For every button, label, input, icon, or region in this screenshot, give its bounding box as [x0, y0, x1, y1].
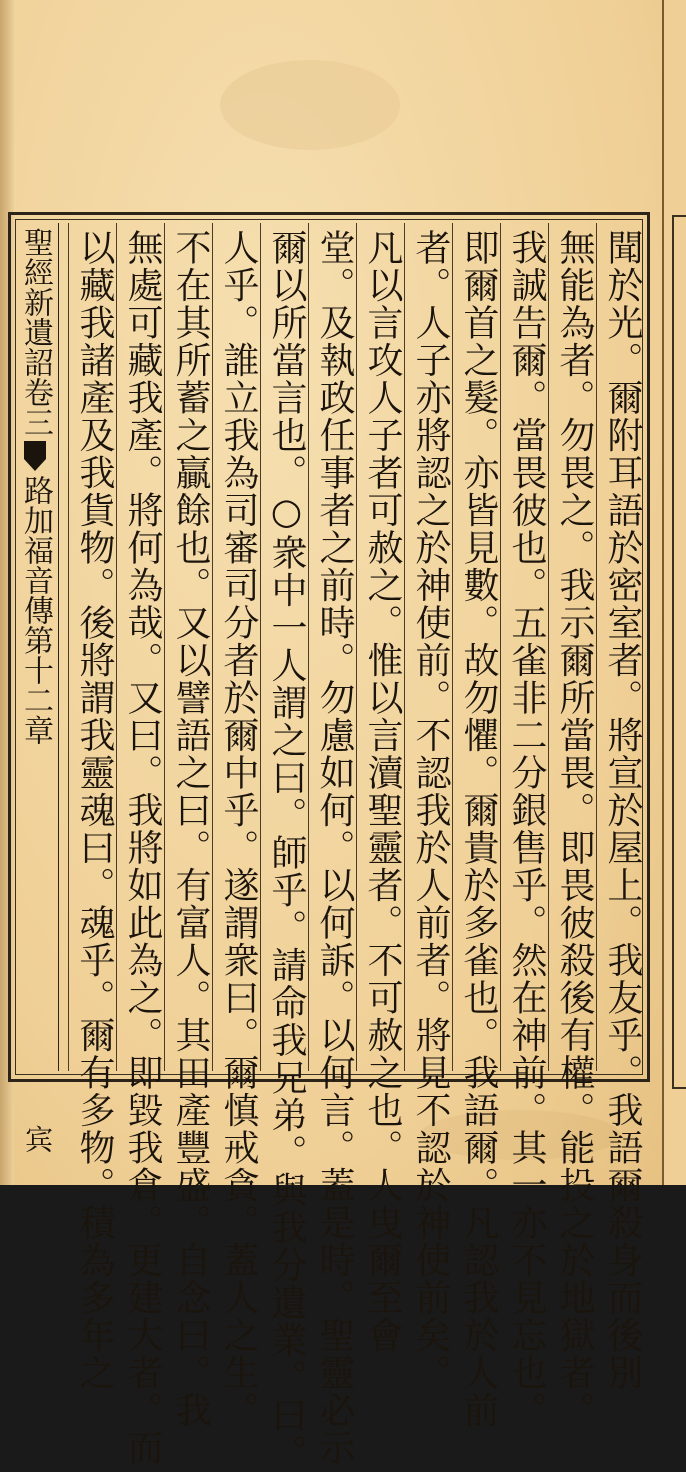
text-column-8: 爾以所當言也。○衆中一人謂之曰。師乎。請命我兄弟。與我分遺業。曰。 — [266, 229, 307, 1472]
text-column-11: 無處可藏我產。將何為哉。又曰。我將如此為之。即毀我倉。更建大者。而 — [122, 229, 163, 1467]
fishtail-marker-icon — [24, 441, 46, 471]
text-column-12: 以藏我諸產及我貨物。後將謂我靈魂曰。魂乎。爾有多物。積為多年之 — [74, 229, 115, 1392]
column-divider — [68, 223, 69, 1071]
text-column-1: 聞於光。爾附耳語於密室者。將宣於屋上。我友乎。我語爾殺身而後別 — [602, 229, 643, 1392]
text-column-7: 堂。及執政任事者之前時。勿慮如何。以何訴。以何言。蓋是時。聖靈必示 — [314, 229, 355, 1467]
text-column-9: 人乎。誰立我為司審司分者於爾中乎。遂謂衆曰。爾慎戒貪。蓋人之生。 — [218, 229, 259, 1429]
text-column-3: 我誠告爾。當畏彼也。五雀非二分銀售乎。然在神前。其一亦不見忘也。 — [506, 229, 547, 1429]
text-column-4: 即爾首之髮。亦皆見數。故勿懼。爾貴於多雀也。我語爾。凡認我於人前 — [458, 229, 499, 1429]
book-title: 聖經新遺詔卷三 — [18, 227, 53, 437]
text-frame — [8, 212, 650, 1472]
folio-number: 宾 — [21, 1125, 54, 1153]
text-column-5: 者。人子亦將認之於神使前。不認我於人前者。將見不認於神使前矣。 — [410, 229, 451, 1392]
margin-title — [15, 227, 55, 745]
text-column-2: 無能為者。勿畏之。我示爾所當畏。即畏彼殺後有權。能投之於地獄者。 — [554, 229, 595, 1429]
text-column-10: 不在其所蓄之贏餘也。又以譬語之曰。有富人。其田產豐盛。自念曰。我 — [170, 229, 211, 1429]
text-column-6: 凡以言攻人子者可赦之。惟以言瀆聖靈者。不可赦之也。人曳爾至會 — [362, 229, 403, 1354]
chapter-title: 路加福音傳第十二章 — [18, 475, 53, 745]
adjacent-page-frame — [672, 215, 686, 1089]
gutter-divider — [58, 223, 59, 1071]
paper-stain — [220, 60, 400, 150]
